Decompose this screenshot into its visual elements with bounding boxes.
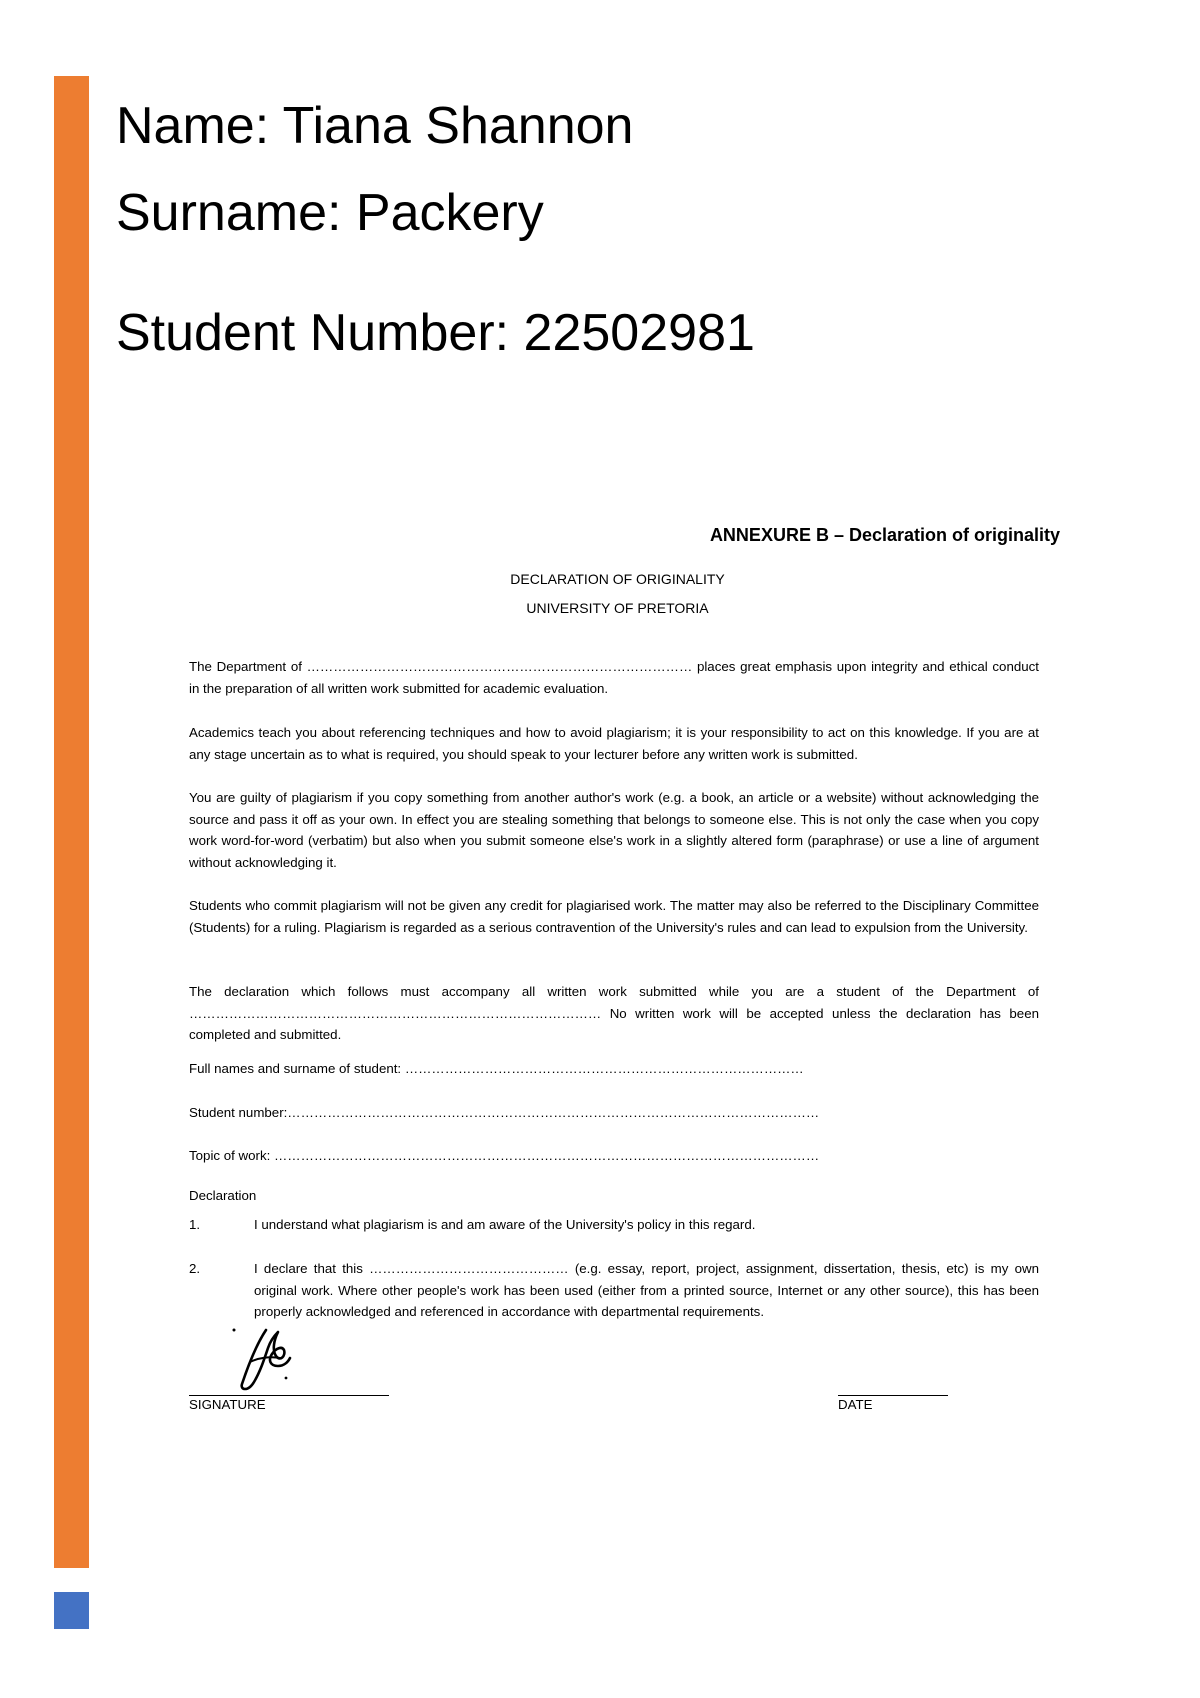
declaration-item-number: 2. — [189, 1261, 201, 1276]
date-line — [838, 1395, 948, 1396]
declaration-item — [189, 1258, 1039, 1323]
orange-sidebar-bar — [54, 76, 89, 1568]
student-number: Student Number: 22502981 — [116, 304, 755, 362]
signature-label: SIGNATURE — [189, 1397, 266, 1412]
declaration-label: Declaration — [189, 1188, 257, 1203]
signature-line — [189, 1395, 389, 1396]
full-names-field: Full names and surname of student: ……………………………………………………………………………… — [189, 1061, 804, 1076]
paragraph-plagiarism-definition: You are guilty of plagiarism if you copy something from another author's work (e.g. a book, an article or a website) without acknowledging the source and pass it off as your own. In effect you are stealing something that belongs to someone else. This is not only the case when you copy work word-for-word (verbatim) but also when you submit someone else's work in a slightly altered form (paraphrase) or use a line of argument without acknowledging it. — [189, 790, 1039, 870]
blue-corner-block — [54, 1592, 89, 1629]
annexure-title: ANNEXURE B – Declaration of originality — [709, 525, 1060, 545]
paragraph-consequences: Students who commit plagiarism will not be given any credit for plagiarised work. The matter may also be referred to the Disciplinary Committee (Students) for a ruling. Plagiarism is regarded as a serious contravention of the University's rules and can lead to expulsion from the University. — [189, 898, 1039, 935]
declaration-item — [189, 1214, 1039, 1236]
declaration-heading: DECLARATION OF ORIGINALITY — [510, 571, 725, 587]
declaration-item-text: I understand what plagiarism is and am aware of the University's policy in this regard. — [254, 1217, 756, 1232]
university-name: UNIVERSITY OF PRETORIA — [526, 600, 709, 616]
student-number-field: Student number:………………………………………………………………………………………………………… — [189, 1105, 820, 1120]
paragraph-declaration-requirement: The declaration which follows must accompany all written work submitted while you are a student of the Department of ………………………………………………………………………………… No written work will be accepted unless the declaration has been completed and submitted. — [189, 984, 1039, 1042]
student-surname: Surname: Packery — [116, 184, 544, 242]
date-label: DATE — [838, 1397, 873, 1412]
declaration-item-text: I declare that this ……………………………………… (e.g. essay, report, project, assignment, dissertation, thesis, etc) is my own original work. Where other people's work has been used (either from a printed source, Internet or any other source), this has been properly acknowledged and referenced in accordance with departmental requirements. — [254, 1261, 1039, 1319]
handwritten-signature — [228, 1322, 300, 1394]
student-name: Name: Tiana Shannon — [116, 97, 634, 155]
declaration-item-number: 1. — [189, 1217, 201, 1232]
topic-field: Topic of work: …………………………………………………………………………………………………………… — [189, 1148, 820, 1163]
paragraph-department: The Department of …………………………………………………………………………… places great emphasis upon integrity and ethical conduct in the preparation of all written work submitted for academic evaluation. — [189, 659, 1039, 696]
paragraph-referencing: Academics teach you about referencing techniques and how to avoid plagiarism; it is your responsibility to act on this knowledge. If you are at any stage uncertain as to what is required, you should speak to your lecturer before any written work is submitted. — [189, 725, 1039, 762]
